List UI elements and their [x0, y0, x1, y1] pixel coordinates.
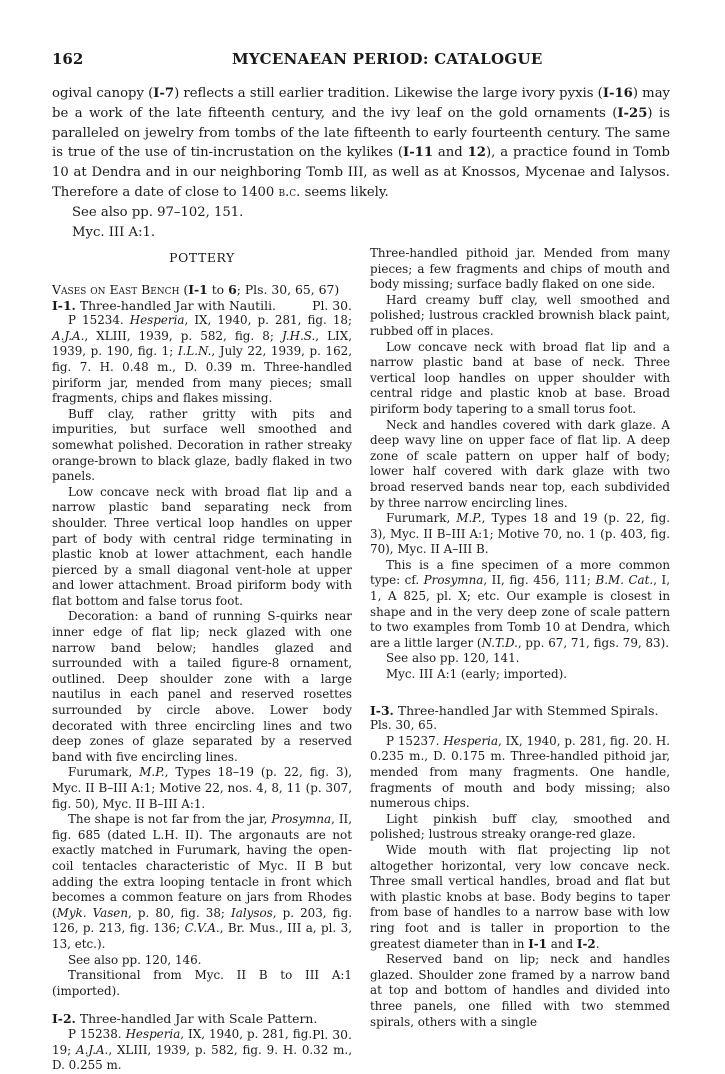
entry-see-also: See also pp. 120, 146. [68, 952, 202, 967]
catalogue-entry-title: I-3. Three-handled Jar with Stemmed Spirals. [370, 702, 659, 718]
entry-clay: Hard creamy buff clay, well smoothed and polished; lustrous crackled brownish black paint, rubbed off in places. [370, 292, 670, 338]
entry-furumark: Furumark, M.P., Types 18 and 19 (p. 22, fig. 3), Myc. II B–III A:1; Motive 70, no. 1 (p. 403, fig. 70), Myc. II A–III B. [370, 511, 670, 557]
entry-description: Three-handled pithoid jar. Mended from many pieces; a few fragments and chips of mouth and body missing; surface badly flaked on one side. [370, 246, 670, 292]
catalogue-entry-title: I-1. Three-handled Jar with Nautili. Pl. 30. [52, 297, 352, 313]
entry-dating: Myc. III A:1 (early; imported). [386, 667, 568, 682]
left-column [52, 250, 352, 1074]
spacer [52, 999, 352, 1011]
entry-decoration: Reserved band on lip; neck and handles glazed. Shoulder zone framed by a narrow band at top and bottom of handles and divided into three panels, one filled with two stemmed spirals, others with a single [370, 952, 670, 1029]
entry-reference: P 15234. Hesperia, IX, 1940, p. 281, fig. 18; A.J.A., XLIII, 1939, p. 582, fig. 8; J.H.S., LIX, 1939, p. 190, fig. 1; I.L.N., July 22, 1939, p. 162, fig. 7. H. 0.48 m., D. 0.39 m. Three-handled piriform jar, mended from many pieces; small fragments, chips and flakes missing. [52, 313, 352, 406]
entry-furumark: Furumark, M.P., Types 18–19 (p. 22, fig. 3), Myc. II B–III A:1; Motive 22, nos. 4, 8, 11 (p. 307, fig. 50), Myc. II B–III A:1. [52, 765, 352, 811]
entry-shape: Low concave neck with broad flat lip and a narrow plastic band at base of neck. Three vertical loop handles on upper shoulder with central ridge and plastic knob at base. Broad piriform body tapering to a small torus foot. [370, 339, 670, 416]
entry-shape: Low concave neck with broad flat lip and a narrow plastic band separating neck from shoulder. Three vertical loop handles on upper part of body with central ridge terminating in plastic knob at lower attachment, each handle pierced by a small diagonal vent-hole at upper and lower attachment. Broad piriform body with flat bottom and false torus foot. [52, 484, 352, 608]
entry-decoration: Decoration: a band of running S-quirks near inner edge of flat lip; neck glazed with one narrow band below; handles glazed and surrounded with a tailed figure-8 ornament, outlined. Deep shoulder zone with a large nautilus in each panel and reserved rosettes surrounded by circle above. Lower body decorated with three encircling lines and two deep zones of glaze separated by a reserved band with five encircling lines. [52, 609, 352, 764]
right-column [370, 246, 670, 1030]
entry-dating: Transitional from Myc. II B to III A:1 (imported). [52, 968, 352, 998]
entry-see-also: See also pp. 120, 141. [386, 651, 520, 666]
page-header [52, 50, 673, 72]
entry-shape: Wide mouth with flat projecting lip not altogether horizontal, very low concave neck. Three small vertical handles, broad and flat but with plastic knobs at base. Body begins to taper from base of handles to a narrow base with low ring foot and is taller in proportion to the greatest diameter than in I-1 and I-2. [370, 842, 670, 951]
intro-paragraph: ogival canopy (I-7) reflects a still earlier tradition. Likewise the large ivory pyxis (I-16) may be a work of the late fifteenth century, and the ivy leaf on the gold ornaments (I-25) is paralleled on jewelry from tombs of the late fifteenth to early fourteenth century. The same is true of the use of tin-incrustation on the kylikes (I-11 and 12), a practice found in Tomb 10 at Dendra and in our neighboring Tomb III, as well as at Knossos, Mycenae and Ialysos. Therefore a date of close to 1400 b.c. seems likely. [52, 86, 671, 200]
spacer [370, 683, 670, 703]
running-title: MYCENAEAN PERIOD: CATALOGUE [232, 50, 543, 68]
entry-decoration: Neck and handles covered with dark glaze. A deep wavy line on upper face of flat lip. A deep zone of scale pattern on upper half of body; lower half covered with dark glaze with two broad reserved bands near top, each subdivided by three narrow encircling lines. [370, 417, 670, 510]
entry-comparison: The shape is not far from the jar, Prosymna, II, fig. 685 (dated L.H. II). The argonauts are not exactly matched in Furumark, having the open-coil tentacles characteristic of Myc. II B but adding the extra looping tentacle in front which becomes a common feature on jars from Rhodes (Myk. Vasen, p. 80, fig. 38; Ialysos, p. 203, fig. 126, p. 213, fig. 136; C.V.A., Br. Mus., III a, pl. 3, 13, etc.). [52, 812, 352, 951]
entry-comparison: This is a fine specimen of a more common type: cf. Prosymna, II, fig. 456, 111; B.M. Cat., I, 1, A 825, pl. X; etc. Our example is closest in shape and in the very deep zone of scale pattern to two examples from Tomb 10 at Dendra, which are a little larger (N.T.D., pp. 67, 71, figs. 79, 83). [370, 557, 670, 650]
entry-reference: P 15238. Hesperia, IX, 1940, p. 281, fig. 19; A.J.A., XLIII, 1939, p. 582, fig. 9. H. 0.32 m., D. 0.255 m. [52, 1026, 352, 1073]
intro-dating: Myc. III A:1. [72, 224, 156, 240]
subsection-heading: Vases on East Bench (I-1 to 6; Pls. 30, 65, 67) [52, 282, 340, 297]
entry-plates: Pls. 30, 65. [370, 718, 438, 733]
section-title: POTTERY [169, 250, 235, 265]
entry-clay: Buff clay, rather gritty with pits and impurities, but surface well smoothed and somewhat polished. Decoration in rather streaky orange-brown to black glaze, badly flaked in two panels. [52, 406, 352, 484]
catalogue-entry-title: I-2. Three-handled Jar with Scale Pattern. Pl. 30. [52, 1011, 352, 1042]
entry-reference: P 15237. Hesperia, IX, 1940, p. 281, fig. 20. H. 0.235 m., D. 0.175 m. Three-handled pithoid jar, mended from many fragments. One handle, fragments of mouth and body missing; also numerous chips. [370, 733, 671, 811]
entry-clay: Light pinkish buff clay, smoothed and polished; lustrous streaky orange-red glaze. [370, 811, 670, 842]
intro-see-also: See also pp. 97–102, 151. [72, 204, 244, 220]
page-number: 162 [52, 50, 84, 68]
intro-text [52, 84, 670, 242]
